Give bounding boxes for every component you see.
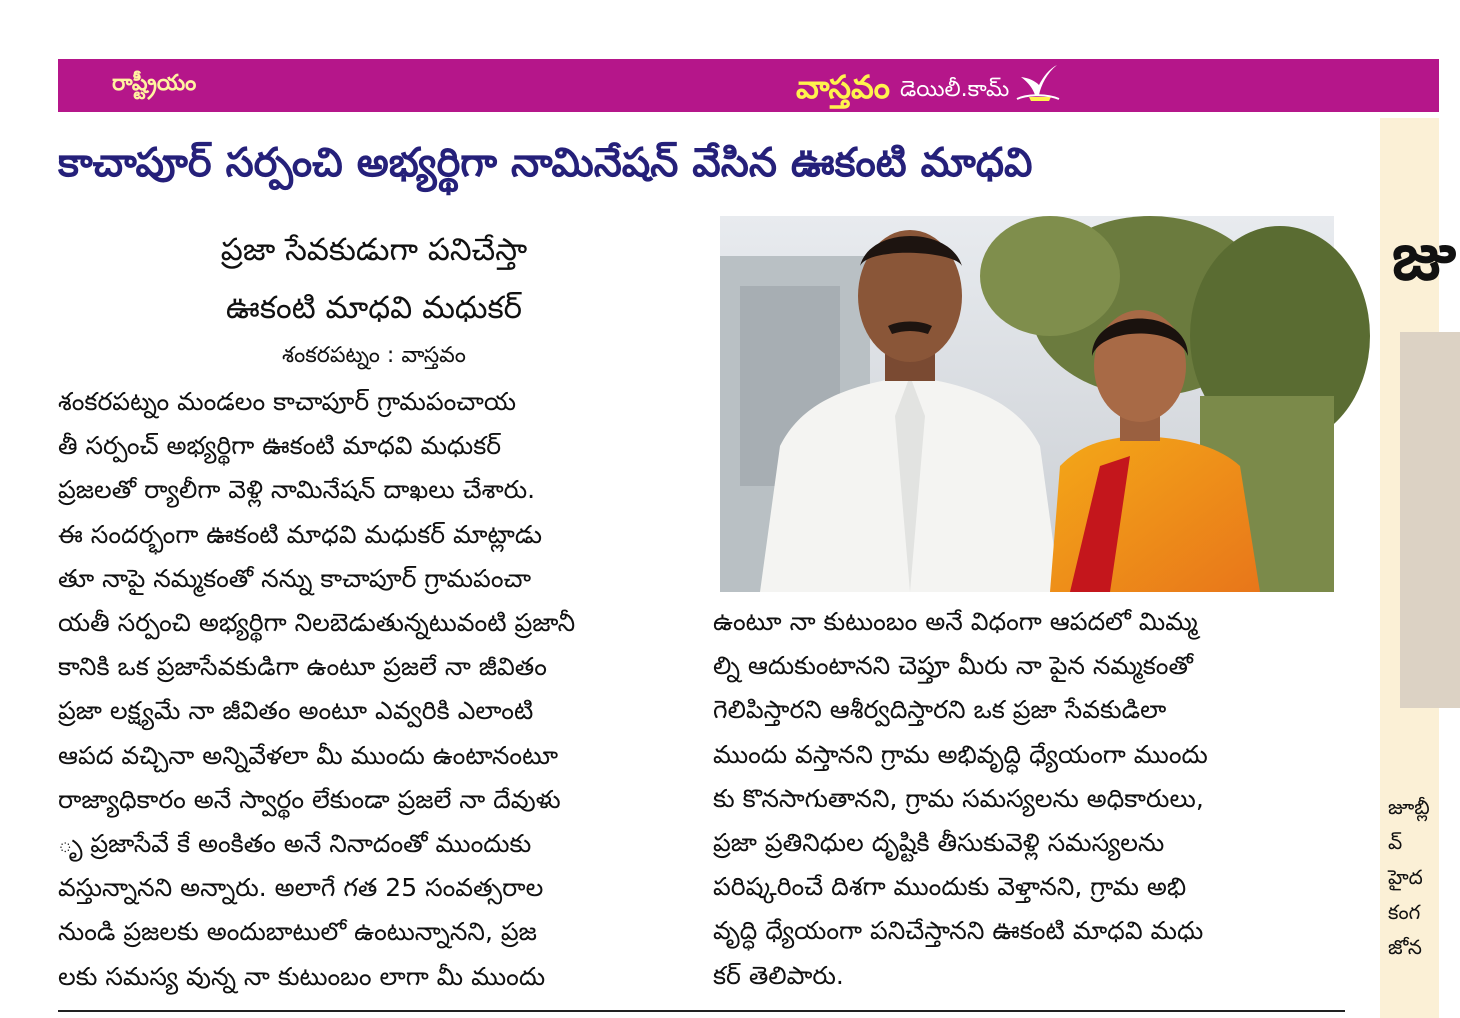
- subheadline-1: ప్రజా సేవకుడుగా పనిచేస్తా: [220, 232, 528, 268]
- text-line: ల్ని ఆదుకుంటానని చెప్తూ మీరు నా పైన నమ్మకంతో: [713, 651, 1193, 681]
- text-line: కానికి ఒక ప్రజాసేవకుడిగా ఉంటూ ప్రజలే నా జీవితం: [58, 652, 547, 682]
- text-line: హైద: [1388, 865, 1423, 889]
- couple-photo-illustration: [720, 216, 1334, 592]
- text-line: తీ సర్పంచ్ అభ్యర్థిగా ఊకంటి మాధవి మధుకర్: [58, 431, 502, 461]
- text-line: కర్ తెలిపారు.: [713, 960, 844, 990]
- text-line: వస్తున్నానని అన్నారు. అలాగే గత 25 సంవత్సరాల: [58, 873, 544, 903]
- text-line: యతీ సర్పంచి అభ్యర్థిగా నిలబెడుతున్నటువంటి ప్రజానీ: [58, 608, 576, 638]
- text-line: కు కొనసాగుతానని, గ్రామ సమస్యలను అధికారులు,: [713, 783, 1204, 813]
- brand-site: డెయిలీ.కామ్: [899, 77, 1010, 102]
- brand-name: వాస్తవం: [796, 68, 890, 106]
- text-line: ఆపద వచ్చినా అన్నివేళలా మీ ముందు ఉంటానంటూ: [58, 740, 559, 770]
- text-line: పరిష్కరించే దిశగా ముందుకు వెళ్తానని, గ్రామ అభి: [713, 872, 1187, 902]
- text-line: ఉంటూ నా కుటుంబం అనే విధంగా ఆపదలో మిమ్మ: [713, 607, 1198, 636]
- text-line: తూ నాపై నమ్మకంతో నన్ను కాచాపూర్ గ్రామపంచా: [58, 563, 532, 593]
- article-headline: కాచాపూర్ సర్పంచి అభ్యర్థిగా నామినేషన్ వేసిన ఊకంటి మాధవి: [58, 140, 1033, 186]
- section-label: రాష్ట్రీయం: [112, 71, 197, 96]
- brand: [796, 65, 1061, 105]
- text-line: జోన: [1388, 935, 1422, 959]
- masthead-band: [58, 59, 1439, 112]
- side-headline: జు: [1392, 218, 1456, 295]
- subheadline-2: ఊకంటి మాధవి మధుకర్: [225, 290, 523, 326]
- side-photo: [1400, 332, 1460, 708]
- text-line: ృ ప్రజాసేవే కే అంకితం అనే నినాదంతో ముందుకు: [58, 829, 532, 859]
- text-line: ఈ సందర్భంగా ఊకంటి మాధవి మధుకర్ మాట్లాడు: [58, 519, 543, 549]
- text-line: లకు సమస్య వున్న నా కుటుంబం లాగా మీ ముందు: [58, 961, 546, 991]
- article-column-2: [713, 600, 1338, 998]
- text-line: ముందు వస్తానని గ్రామ అభివృద్ధి ధ్యేయంగా ముందు: [713, 739, 1208, 769]
- text-line: శంకరపట్నం మండలం కాచాపూర్ గ్రామపంచాయ: [58, 387, 516, 416]
- text-line: రాజ్యాధికారం అనే స్వార్థం లేకుండా ప్రజలే నా దేవుళు: [58, 784, 561, 814]
- text-line: గెలిపిస్తారని ఆశీర్వదిస్తారని ఒక ప్రజా సేవకుడిలా: [713, 695, 1167, 725]
- dateline: శంకరపట్నం : వాస్తవం: [282, 343, 466, 368]
- text-line: వ్: [1388, 830, 1403, 854]
- text-line: ప్రజలతో ర్యాలీగా వెళ్లి నామినేషన్ దాఖలు చేశారు.: [58, 475, 536, 505]
- bird-logo-icon: [1015, 63, 1061, 105]
- side-text: [1388, 790, 1430, 965]
- text-line: కంగ: [1388, 900, 1421, 924]
- text-line: ప్రజా ప్రతినిధుల దృష్టికి తీసుకువెళ్లి సమస్యలను: [713, 828, 1165, 858]
- article-column-1: [58, 380, 690, 999]
- bottom-rule: [58, 1010, 1345, 1012]
- article-photo: [720, 216, 1334, 592]
- text-line: వృద్ధి ధ్యేయంగా పనిచేస్తానని ఊకంటి మాధవి మధు: [713, 916, 1204, 946]
- text-line: జూబ్లీ: [1388, 795, 1430, 819]
- side-article: [1380, 118, 1456, 1018]
- text-line: నుండి ప్రజలకు అందుబాటులో ఉంటున్నానని, ప్రజ: [58, 917, 537, 947]
- text-line: ప్రజా లక్ష్యమే నా జీవితం అంటూ ఎవ్వరికి ఎలాంటి: [58, 696, 534, 726]
